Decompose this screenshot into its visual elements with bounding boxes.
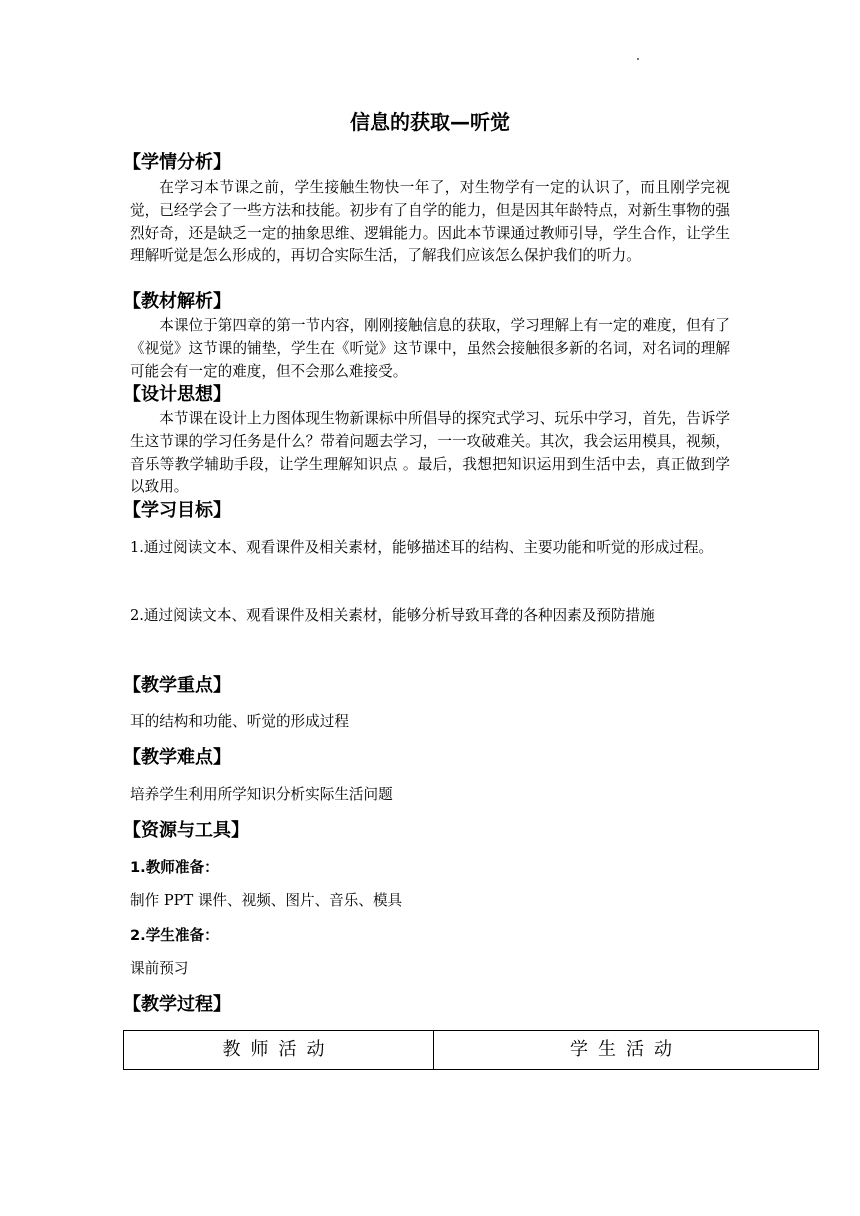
paragraph-materials: 本课位于第四章的第一节内容，刚刚接触信息的获取，学习理解上有一定的难度，但有了《视觉》这节课的铺垫，学生在《听觉》这节课中，虽然会接触很多新的名词，对名词的理解可能会有一定的难度，但不会那么难接受。 (130, 317, 730, 380)
column-header-student: 学生活动 (434, 1031, 819, 1070)
goal-item-1: 1.通过阅读文本、观看课件及相关素材，能够描述耳的结构、主要功能和听觉的形成过程。 (130, 539, 714, 556)
heading-materials: 【教材解析】 (123, 291, 231, 312)
paragraph-situation: 在学习本节课之前，学生接触生物快一年了，对生物学有一定的认识了，而且刚学完视觉，已经学会了一些方法和技能。初步有了自学的能力，但是因其年龄特点，对新生事物的强烈好奇，还是缺乏一定的抽象思维、逻辑能力。因此本节课通过教师引导，学生合作，让学生理解听觉是怎么形成的，再切合实际生活，了解我们应该怎么保护我们的听力。 (130, 179, 730, 265)
teacher-prep-text: 制作 PPT 课件、视频、图片、音乐、模具 (130, 892, 403, 909)
heading-difficulties: 【教学难点】 (123, 747, 231, 768)
table-header-row (124, 1031, 819, 1070)
paragraph-design: 本节课在设计上力图体现生物新课标中所倡导的探究式学习、玩乐中学习，首先，告诉学生这节课的学习任务是什么？带着问题去学习，一一攻破难关。其次，我会运用模具，视频，音乐等教学辅助手段，让学生理解知识点 。最后，我想把知识运用到生活中去，真正做到学以致用。 (130, 410, 730, 496)
goal-item-2: 2.通过阅读文本、观看课件及相关素材，能够分析导致耳聋的各种因素及预防措施 (130, 607, 655, 624)
heading-key-points: 【教学重点】 (123, 675, 231, 696)
heading-process: 【教学过程】 (123, 994, 231, 1015)
process-table (123, 1030, 819, 1070)
heading-goals: 【学习目标】 (123, 500, 231, 521)
scan-dot (637, 58, 639, 60)
key-points-text: 耳的结构和功能、听觉的形成过程 (130, 713, 349, 730)
teacher-prep-label: 1.教师准备： (130, 859, 219, 876)
heading-situation: 【学情分析】 (123, 152, 231, 173)
column-header-teacher: 教师活动 (124, 1031, 434, 1070)
difficulties-text: 培养学生利用所学知识分析实际生活问题 (130, 786, 393, 803)
student-prep-label: 2.学生准备： (130, 927, 219, 944)
student-prep-text: 课前预习 (130, 960, 189, 977)
heading-resources: 【资源与工具】 (123, 820, 249, 841)
heading-design: 【设计思想】 (123, 384, 231, 405)
document-title: 信息的获取—听觉 (350, 110, 510, 134)
